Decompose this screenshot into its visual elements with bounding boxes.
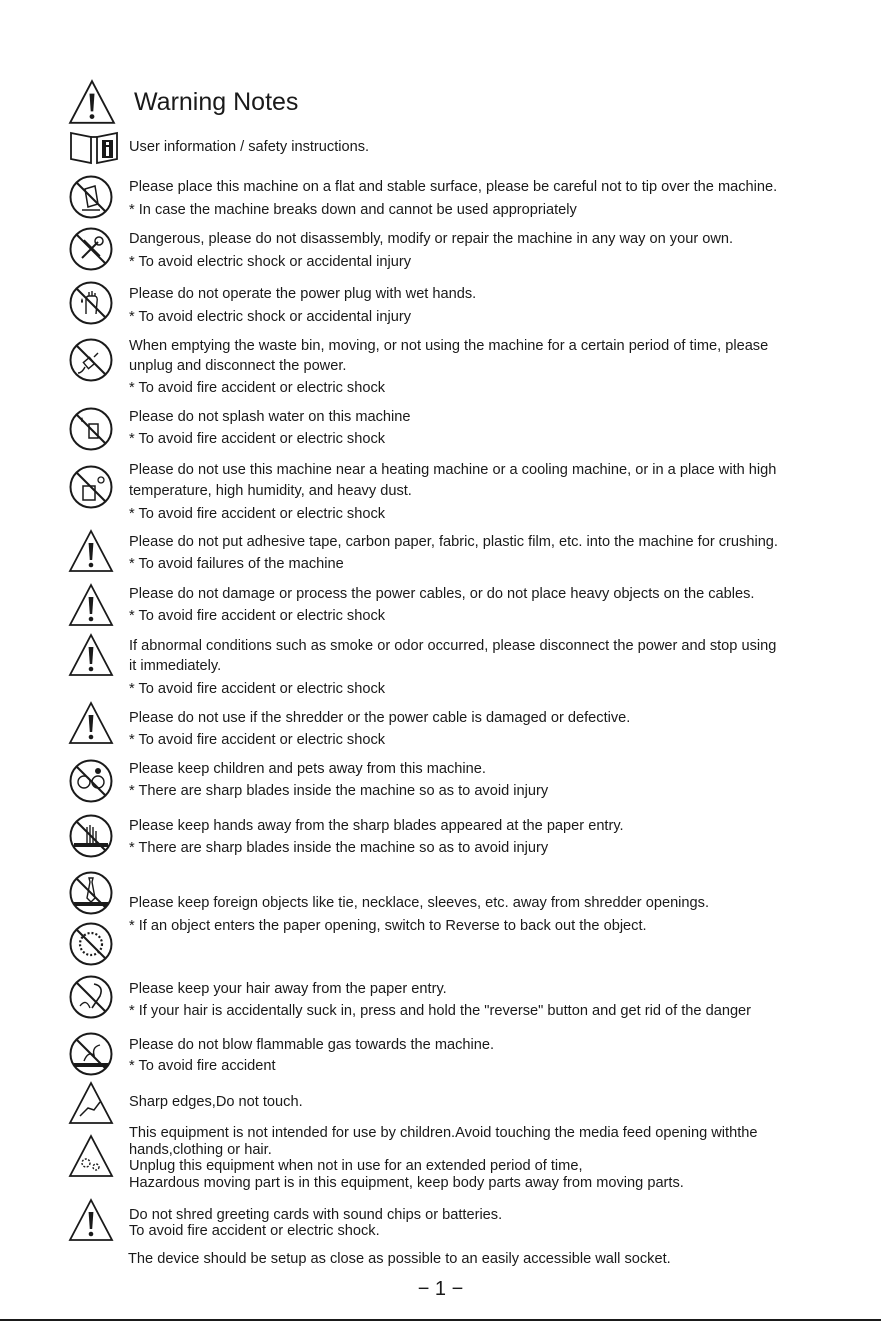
item-1-note: * In case the machine breaks down and cannot be used appropriately (129, 202, 577, 218)
item-11-note: * There are sharp blades inside the machine so as to avoid injury (129, 783, 549, 799)
no-water-splash-icon (68, 406, 114, 452)
no-disassembly-icon (68, 226, 114, 272)
item-9-note: * To avoid fire accident or electric shock (129, 681, 386, 697)
item-8-note: * To avoid fire accident or electric shock (129, 608, 386, 624)
item-2-text-line-1: Dangerous, please do not disassembly, modify or repair the machine in any way on your own. (129, 231, 734, 247)
item-8-text-line-1: Please do not damage or process the power cables, or do not place heavy objects on the cables. (129, 586, 755, 602)
item-15-text-line-1: Please do not blow flammable gas towards the machine. (129, 1037, 495, 1053)
no-heat-humidity-icon (68, 464, 114, 510)
footer-note: The device should be setup as close as possible to an easily accessible wall socket. (128, 1251, 671, 1267)
warning-triangle-icon (68, 632, 114, 678)
item-13-text-line-1: Please keep foreign objects like tie, necklace, sleeves, etc. away from shredder openings. (129, 895, 710, 911)
no-hair-icon (68, 974, 114, 1020)
item-4-text-line-1: When emptying the waste bin, moving, or not using the machine for a certain period of time, please (129, 338, 769, 354)
info-book-icon (69, 131, 119, 165)
warning-triangle-icon (68, 1197, 114, 1243)
item-14-text-line-1: Please keep your hair away from the paper entry. (129, 981, 447, 997)
children-text-line-4: Hazardous moving part is in this equipment, keep body parts away from moving parts. (129, 1175, 684, 1191)
item-4-text-line-2: unplug and disconnect the power. (129, 358, 347, 374)
item-3-text-line-1: Please do not operate the power plug with wet hands. (129, 286, 477, 302)
item-12-text-line-1: Please keep hands away from the sharp blades appeared at the paper entry. (129, 818, 624, 834)
user-info-text: User information / safety instructions. (129, 139, 370, 155)
item-7-text-line-1: Please do not put adhesive tape, carbon paper, fabric, plastic film, etc. into the machine for crushing. (129, 534, 778, 550)
moving-parts-icon (68, 1133, 114, 1179)
no-flammable-gas-icon (68, 1031, 114, 1077)
warning-title-icon (67, 78, 117, 126)
page-number: − 1 − (417, 1278, 464, 1300)
item-6-text-line-1: Please do not use this machine near a heating machine or a cooling machine, or in a place with high (129, 462, 777, 478)
item-5-note: * To avoid fire accident or electric shock (129, 431, 386, 447)
sharp-edges-icon (68, 1080, 114, 1126)
unplug-power-icon (68, 337, 114, 383)
sharp-edges-text: Sharp edges,Do not touch. (129, 1094, 303, 1110)
greeting-text-line-1: Do not shred greeting cards with sound chips or batteries. (129, 1207, 503, 1223)
item-14-note: * If your hair is accidentally suck in, press and hold the "reverse" button and get rid of the danger (129, 1003, 752, 1019)
page-title: Warning Notes (134, 88, 299, 116)
no-hands-icon (68, 813, 114, 859)
item-10-text-line-1: Please do not use if the shredder or the power cable is damaged or defective. (129, 710, 631, 726)
item-6-note: * To avoid fire accident or electric shock (129, 506, 386, 522)
greeting-text-line-2: To avoid fire accident or electric shock. (129, 1223, 380, 1239)
item-2-note: * To avoid electric shock or accidental injury (129, 254, 412, 270)
no-necklace-icon (68, 921, 114, 967)
children-text-line-3: Unplug this equipment when not in use for an extended period of time, (129, 1158, 583, 1174)
item-12-note: * There are sharp blades inside the machine so as to avoid injury (129, 840, 549, 856)
warning-triangle-icon (68, 582, 114, 628)
item-13-note: * If an object enters the paper opening, switch to Reverse to back out the object. (129, 918, 647, 934)
children-text-line-2: hands,clothing or hair. (129, 1142, 272, 1158)
item-10-note: * To avoid fire accident or electric shock (129, 732, 386, 748)
item-3-note: * To avoid electric shock or accidental injury (129, 309, 412, 325)
no-tip-over-icon (68, 174, 114, 220)
item-11-text-line-1: Please keep children and pets away from this machine. (129, 761, 486, 777)
item-9-text-line-2: it immediately. (129, 658, 222, 674)
item-6-text-line-2: temperature, high humidity, and heavy dust. (129, 483, 412, 499)
warning-triangle-icon (68, 700, 114, 746)
item-4-note: * To avoid fire accident or electric shock (129, 380, 386, 396)
item-9-text-line-1: If abnormal conditions such as smoke or odor occurred, please disconnect the power and stop using (129, 638, 777, 654)
item-15-note: * To avoid fire accident (129, 1058, 276, 1074)
item-5-text-line-1: Please do not splash water on this machine (129, 409, 411, 425)
item-7-note: * To avoid failures of the machine (129, 556, 344, 572)
warning-triangle-icon (68, 528, 114, 574)
no-tie-icon (68, 870, 114, 916)
no-wet-hands-icon (68, 280, 114, 326)
item-1-text-line-1: Please place this machine on a flat and stable surface, please be careful not to tip over the machine. (129, 179, 778, 195)
children-text-line-1: This equipment is not intended for use by children.Avoid touching the media feed opening withthe (129, 1125, 758, 1141)
no-children-pets-icon (68, 758, 114, 804)
